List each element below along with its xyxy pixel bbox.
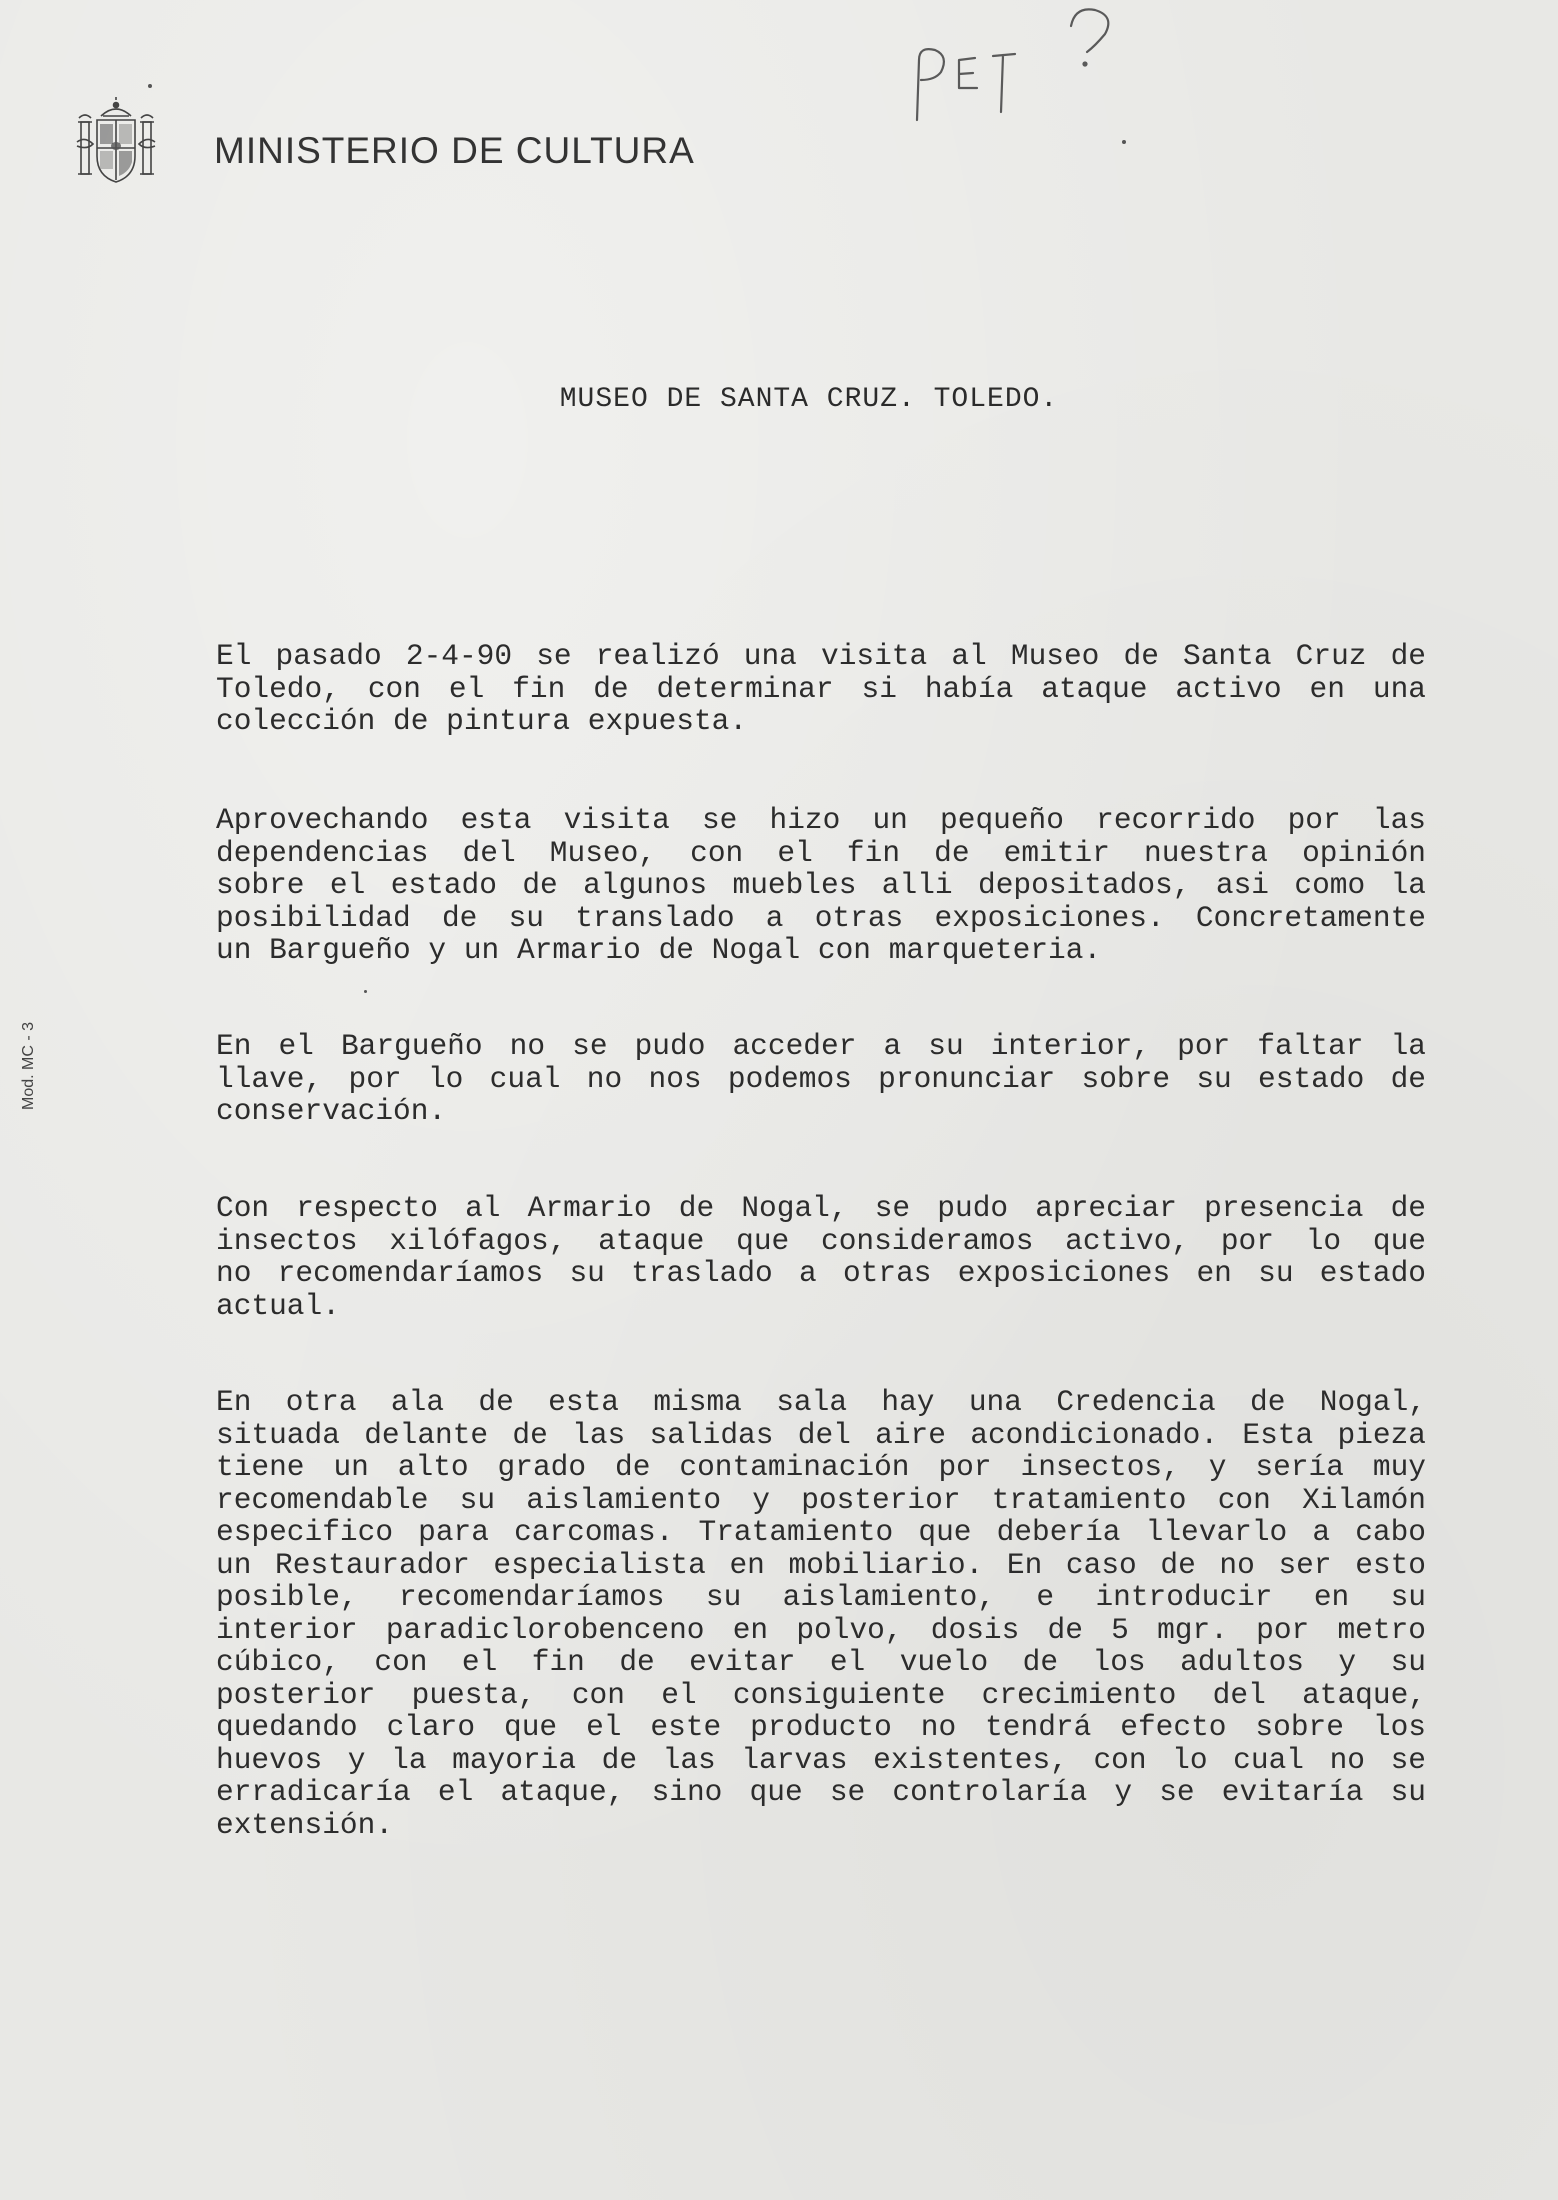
paragraph-2 — [216, 804, 1426, 967]
text-line: extensión. — [216, 1807, 394, 1842]
text-line: Con respecto al Armario de Nogal, se pudo apreciar presencia de — [216, 1191, 1426, 1225]
scan-speck — [1122, 140, 1126, 144]
paragraph-5 — [216, 1386, 1426, 1841]
document-title: MUSEO DE SANTA CRUZ. TOLEDO. — [559, 384, 1059, 415]
text-line: En otra ala de esta misma sala hay una Credencia de Nogal, — [216, 1385, 1426, 1419]
text-line: erradicaría el ataque, sino que se controlaría y se evitaría su — [216, 1775, 1426, 1809]
text-line: especifico para carcomas. Tratamiento que debería llevarlo a cabo — [216, 1515, 1426, 1549]
text-line: insectos xilófagos, ataque que consideramos activo, por lo que — [216, 1223, 1426, 1258]
text-line: Toledo, con el fin de determinar si había ataque activo en una — [216, 671, 1426, 706]
text-line: interior paradiclorobenceno en polvo, dosis de 5 mgr. por metro — [216, 1612, 1426, 1647]
handwritten-annotation — [905, 0, 1145, 130]
text-line: El pasado 2-4-90 se realizó una visita al Museo de Santa Cruz de — [216, 639, 1426, 673]
text-line: conservación. — [216, 1094, 447, 1128]
text-line: llave, por lo cual no nos podemos pronunciar sobre su estado de — [216, 1061, 1426, 1096]
text-line: quedando claro que el este producto no tendrá efecto sobre los — [216, 1710, 1426, 1744]
text-line: tiene un alto grado de contaminación por insectos, y sería muy — [216, 1450, 1426, 1484]
spanish-coat-of-arms-icon — [73, 96, 159, 186]
ministry-letterhead: MINISTERIO DE CULTURA — [214, 130, 695, 171]
scan-speck — [364, 990, 367, 993]
text-line: situada delante de las salidas del aire acondicionado. Esta pieza — [216, 1417, 1426, 1452]
text-line: no recomendaríamos su traslado a otras exposiciones en su estado — [216, 1256, 1426, 1290]
text-line: posibilidad de su translado a otras exposiciones. Concretamente — [216, 900, 1426, 935]
form-model-label: Mod. MC - 3 — [20, 1021, 37, 1110]
text-line: un Restaurador especialista en mobiliario. En caso de no ser esto — [216, 1547, 1426, 1582]
text-line: posible, recomendaríamos su aislamiento, e introducir en su — [216, 1580, 1426, 1614]
text-line: actual. — [216, 1288, 340, 1323]
text-line: huevos y la mayoria de las larvas existentes, con lo cual no se — [216, 1742, 1426, 1777]
paragraph-1 — [216, 640, 1426, 738]
text-line: cúbico, con el fin de evitar el vuelo de los adultos y su — [216, 1645, 1426, 1679]
text-line: En el Bargueño no se pudo acceder a su interior, por faltar la — [216, 1029, 1426, 1063]
text-line: Aprovechando esta visita se hizo un pequeño recorrido por las — [216, 803, 1426, 837]
text-line: sobre el estado de algunos muebles alli depositados, asi como la — [216, 868, 1426, 902]
text-line: posterior puesta, con el consiguiente crecimiento del ataque, — [216, 1677, 1426, 1712]
text-line: recomendable su aislamiento y posterior tratamiento con Xilamón — [216, 1482, 1426, 1517]
text-line: dependencias del Museo, con el fin de emitir nuestra opinión — [216, 835, 1426, 870]
scan-speck — [148, 84, 152, 88]
paragraph-4 — [216, 1192, 1426, 1322]
text-line: un Bargueño y un Armario de Nogal con marqueteria. — [216, 933, 1102, 967]
text-line: colección de pintura expuesta. — [216, 704, 748, 738]
paragraph-3 — [216, 1030, 1426, 1128]
